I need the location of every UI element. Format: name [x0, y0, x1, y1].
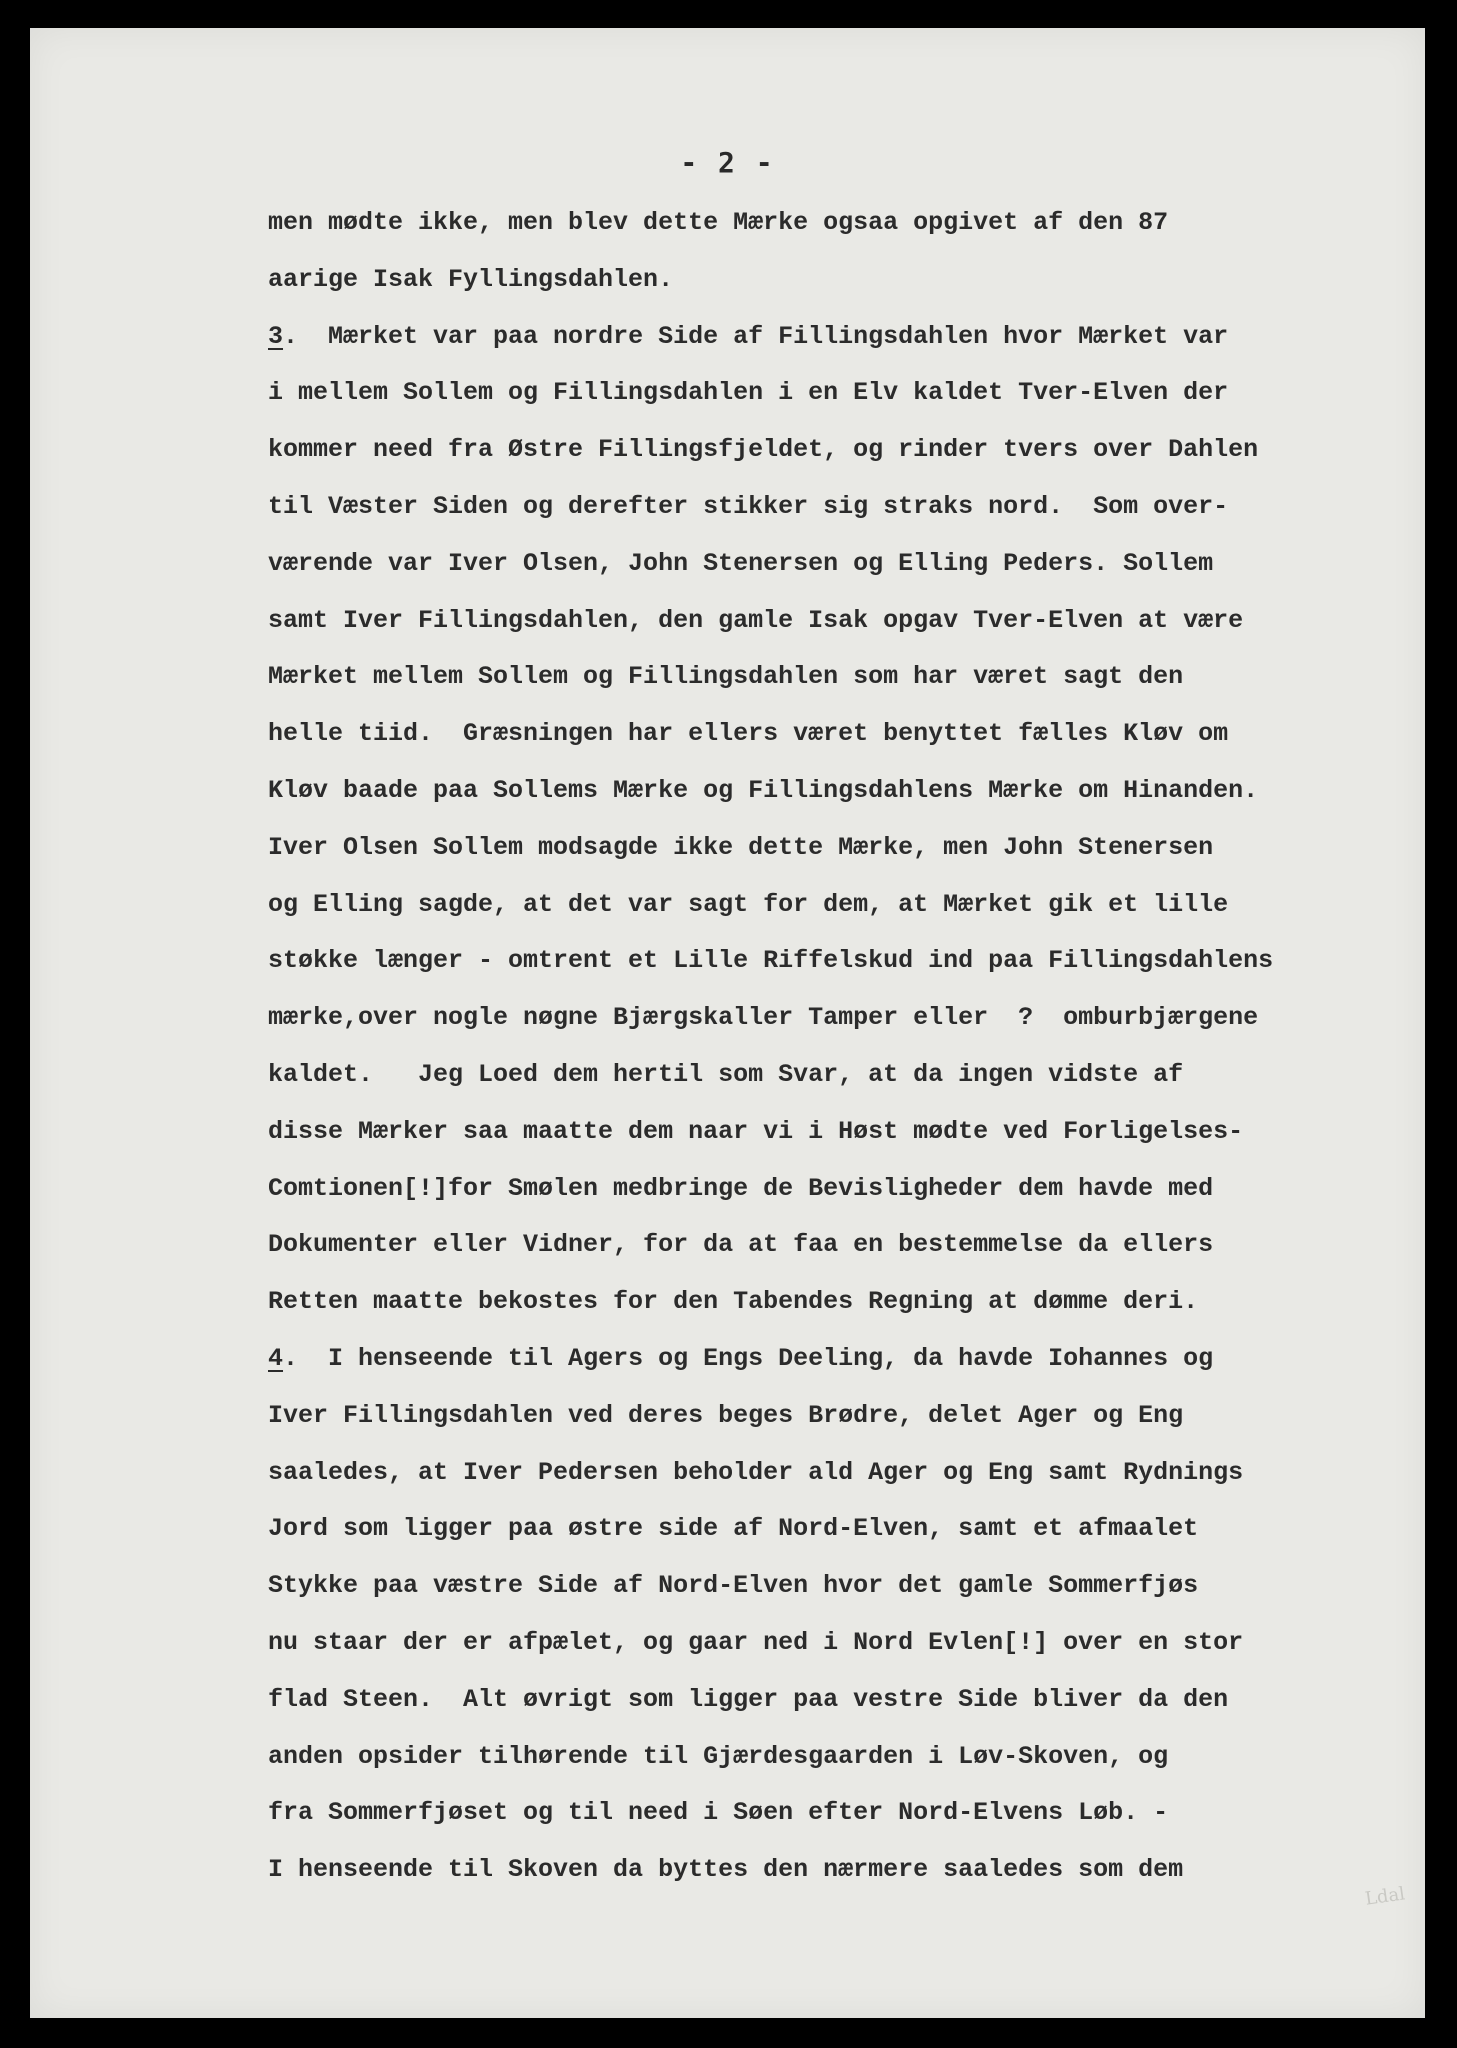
text-line: saaledes, at Iver Pedersen beholder ald Ager og Eng samt Rydnings — [268, 1457, 1244, 1487]
text-line: anden opsider tilhørende til Gjærdesgaarden i Løv-Skoven, og — [268, 1741, 1169, 1771]
text-line: Kløv baade paa Sollems Mærke og Fillingsdahlens Mærke om Hinanden. — [268, 775, 1259, 805]
text-line: værende var Iver Olsen, John Stenersen og Elling Peders. Sollem — [268, 548, 1214, 578]
text-line: I henseende til Skoven da byttes den nærmere saaledes som dem — [268, 1855, 1184, 1885]
text-line: Iver Olsen Sollem modsagde ikke dette Mærke, men John Stenersen — [268, 832, 1214, 862]
text-line: til Væster Siden og derefter stikker sig straks nord. Som over- — [268, 491, 1229, 521]
text-line: Comtionen[!]for Smølen medbringe de Bevisligheder dem havde med — [268, 1173, 1214, 1203]
text-line: Jord som ligger paa østre side af Nord-Elven, samt et afmaalet — [268, 1514, 1199, 1544]
faint-margin-note: Ldal — [1363, 1883, 1407, 1910]
text-line: Iver Fillingsdahlen ved deres beges Brødre, delet Ager og Eng — [268, 1400, 1184, 1430]
text-line: kaldet. Jeg Loed dem hertil som Svar, at da ingen vidste af — [268, 1059, 1184, 1089]
text-line: men mødte ikke, men blev dette Mærke ogsaa opgivet af den 87 — [268, 208, 1169, 237]
text-line: kommer need fra Østre Fillingsfjeldet, og rinder tvers over Dahlen — [268, 435, 1259, 465]
text-line: støkke længer - omtrent et Lille Riffelskud ind paa Fillingsdahlens — [268, 946, 1274, 976]
section-4-line — [268, 1331, 1428, 1388]
text-line: Retten maatte bekostes for den Tabendes Regning at dømme deri. — [268, 1287, 1199, 1317]
section-3-line — [268, 309, 1428, 366]
text-line: nu staar der er afpælet, og gaar ned i Nord Evlen[!] over en stor — [268, 1627, 1244, 1657]
text-line: Dokumenter eller Vidner, for da at faa en bestemmelse da ellers — [268, 1230, 1214, 1260]
page-number: - 2 - — [680, 146, 775, 179]
section-number: 3 — [268, 321, 284, 351]
text-line: disse Mærker saa maatte dem naar vi i Høst mødte ved Forligelses- — [268, 1116, 1244, 1146]
section-number: 4 — [268, 1343, 284, 1373]
section-text: . I henseende til Agers og Engs Deeling, da havde Iohannes og — [283, 1343, 1214, 1373]
text-line: Mærket mellem Sollem og Fillingsdahlen som har været sagt den — [268, 662, 1184, 692]
text-line: og Elling sagde, at det var sagt for dem, at Mærket gik et lille — [268, 889, 1229, 919]
typed-text-body — [268, 195, 1428, 1899]
section-text: . Mærket var paa nordre Side af Fillingsdahlen hvor Mærket var — [283, 321, 1229, 351]
text-line: fra Sommerfjøset og til need i Søen efter Nord-Elvens Løb. - — [268, 1798, 1169, 1828]
text-line: Stykke paa væstre Side af Nord-Elven hvor det gamle Sommerfjøs — [268, 1571, 1199, 1601]
text-line: samt Iver Fillingsdahlen, den gamle Isak opgav Tver-Elven at være — [268, 605, 1244, 635]
text-line: i mellem Sollem og Fillingsdahlen i en Elv kaldet Tver-Elven der — [268, 378, 1229, 408]
text-line: helle tiid. Græsningen har ellers været benyttet fælles Kløv om — [268, 719, 1229, 749]
text-line: flad Steen. Alt øvrigt som ligger paa vestre Side bliver da den — [268, 1684, 1229, 1714]
text-line: mærke,over nogle nøgne Bjærgskaller Tamper eller ? omburbjærgene — [268, 1003, 1259, 1033]
text-line: aarige Isak Fyllingsdahlen. — [268, 264, 674, 294]
